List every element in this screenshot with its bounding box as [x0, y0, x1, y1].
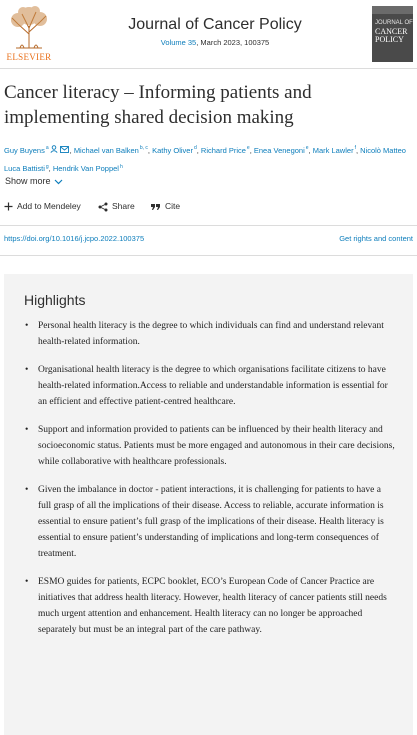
add-to-mendeley-button[interactable] [4, 201, 81, 211]
author-separator: , [355, 145, 361, 155]
author-separator: , [249, 145, 254, 155]
elsevier-logo[interactable] [4, 4, 54, 64]
author-name-link[interactable]: Nicolò Matteo Luca Battisti [4, 145, 406, 174]
highlight-text: Support and information provided to patients can be influenced by their health literacy and socioeconomic status. Patients must be more engaged and autonomous in their care decisions, while collaborative with healthcare professionals. [38, 425, 395, 467]
bullet-icon: • [25, 577, 29, 587]
cite-label: Cite [165, 201, 181, 211]
show-more-label: Show more [5, 176, 51, 186]
cover-line-2: CANCER POLICY [375, 27, 408, 44]
author-name-link[interactable]: Guy Buyens [4, 145, 45, 155]
author-affiliation[interactable]: e [305, 145, 309, 151]
bullet-icon: • [25, 321, 29, 331]
author-name-link[interactable]: Hendrik Van Poppel [52, 164, 119, 174]
share-button[interactable] [98, 201, 135, 212]
person-icon[interactable] [50, 143, 58, 159]
mail-icon[interactable] [60, 143, 69, 159]
highlight-item [24, 482, 396, 562]
highlight-item [24, 318, 396, 350]
bullet-icon: • [25, 365, 29, 375]
cite-button[interactable] [151, 201, 180, 211]
author-item [309, 146, 356, 155]
journal-cover-thumbnail[interactable] [372, 6, 413, 62]
author-separator: , [308, 145, 313, 155]
author-list [4, 140, 414, 177]
author-affiliation[interactable]: d [193, 145, 197, 151]
publisher-name: ELSEVIER [6, 52, 52, 62]
elsevier-tree-icon [6, 4, 52, 50]
author-item [197, 146, 250, 155]
highlight-text: Given the imbalance in doctor - patient interactions, it is challenging for patients to have a full grasp of all the implications of their disease. Access to reliable, accurate information is essential to ensure patient’s full grasp of the implications of their disease. Health literacy is essential to ensure patient’s understanding of implications and long-term consequences of treatment. [38, 485, 384, 559]
author-separator: , [48, 164, 53, 174]
cover-line-1: JOURNAL OF [375, 20, 413, 26]
rights-link[interactable]: Get rights and content [339, 234, 413, 243]
author-affiliation[interactable]: g [45, 163, 49, 170]
volume-link[interactable]: Volume 35 [160, 38, 197, 47]
highlight-item [24, 362, 396, 410]
bullet-icon: • [25, 485, 29, 495]
author-item [70, 146, 148, 155]
author-item [49, 164, 123, 173]
author-separator: , [69, 145, 74, 155]
author-name-link[interactable]: Richard Price [200, 145, 246, 155]
journal-header [0, 0, 417, 68]
share-icon [98, 202, 108, 212]
plus-icon [4, 202, 13, 211]
author-item [4, 146, 70, 155]
author-separator: , [147, 145, 153, 155]
actions-divider [0, 225, 417, 226]
highlight-text: Personal health literacy is the degree to which individuals can find and understand relevant health-related information. [38, 321, 384, 347]
author-affiliation[interactable]: b, c [139, 145, 148, 151]
author-name-link[interactable]: Mark Lawler [312, 145, 354, 155]
mendeley-label: Add to Mendeley [17, 201, 81, 211]
author-affiliation[interactable]: e [246, 145, 250, 151]
author-name-link[interactable]: Michael van Balken [73, 145, 139, 155]
highlights-section [4, 274, 413, 735]
author-name-link[interactable]: Enea Venegoni [253, 145, 305, 155]
issue-details: , March 2023, 100375 [196, 38, 270, 47]
doi-divider [0, 255, 417, 256]
journal-title-link[interactable]: Journal of Cancer Policy [128, 16, 302, 33]
highlight-item [24, 422, 396, 470]
share-label: Share [112, 201, 135, 211]
highlights-title: Highlights [24, 292, 86, 308]
highlight-text: Organisational health literacy is the degree to which organisations facilitate citizens to have health-related information.Access to reliable and understandable information is essential for an efficient and effective patient-centred healthcare. [38, 365, 388, 407]
header-divider [0, 68, 417, 69]
highlights-list [24, 318, 396, 650]
journal-issue-info [100, 38, 330, 47]
article-title: Cancer literacy – Informing patients and implementing shared decision making [4, 82, 312, 128]
bullet-icon: • [25, 425, 29, 435]
highlight-text: ESMO guides for patients, ECPC booklet, ECO’s European Code of Cancer Practice are initiatives that address health literacy. However, health literacy of cancer patients still needs much urgent attention and enhancement. Health literacy can no longer be approached separately but must be an integral part of the care pathway. [38, 577, 387, 635]
author-affiliation[interactable]: a [45, 145, 49, 151]
highlight-item [24, 574, 396, 638]
author-item [148, 146, 197, 155]
author-item [250, 146, 309, 155]
author-name-link[interactable]: Kathy Oliver [152, 145, 193, 155]
author-affiliation[interactable]: f [354, 145, 356, 151]
chevron-down-icon [54, 179, 63, 185]
cover-band [372, 6, 413, 14]
author-affiliation[interactable]: h [119, 163, 123, 170]
author-separator: , [196, 145, 201, 155]
quote-icon [151, 203, 161, 211]
show-more-button[interactable] [5, 176, 63, 186]
doi-link[interactable]: https://doi.org/10.1016/j.jcpo.2022.100375 [4, 234, 145, 243]
